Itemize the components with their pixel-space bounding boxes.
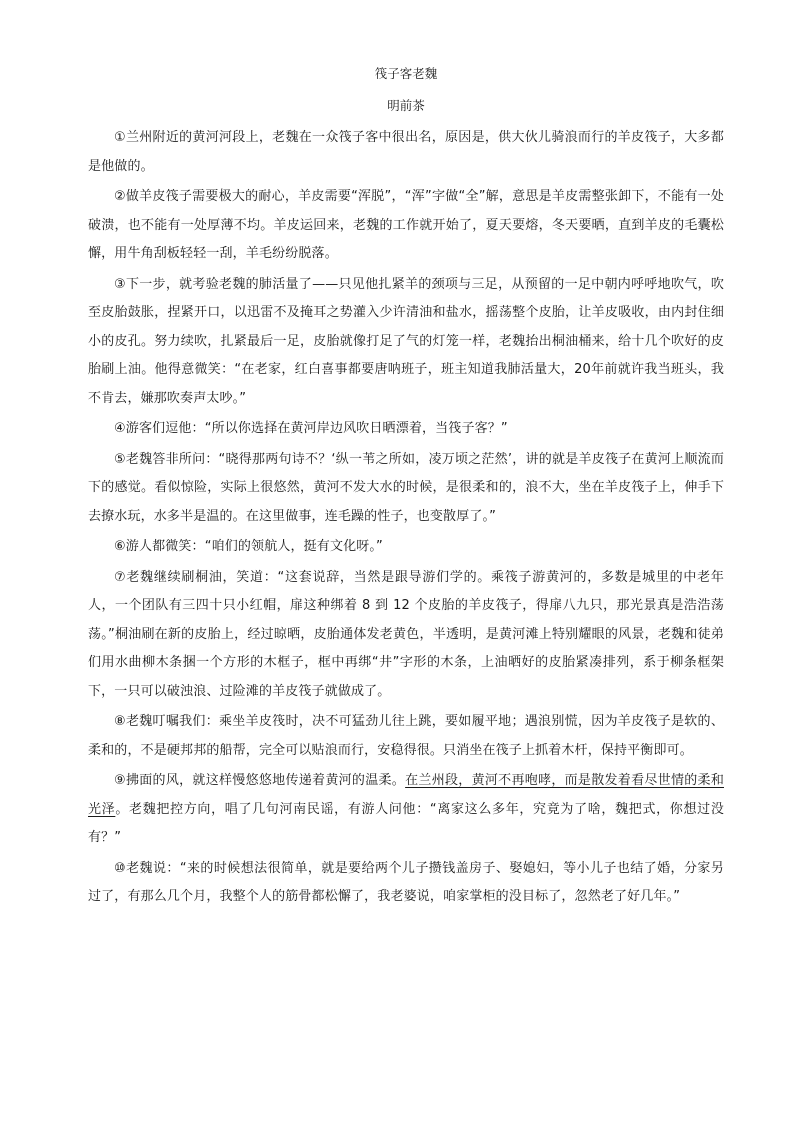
paragraph-6: ⑥游人都微笑：“咱们的领航人，挺有文化呀。” [114, 539, 383, 554]
paragraph-1: ①兰州附近的黄河河段上，老魏在一众筏子客中很出名，原因是，供大伙儿骑浪而行的羊皮筏子，大多都是他做的。 [88, 130, 724, 174]
paragraph-2: ②做羊皮筏子需要极大的耐心，羊皮需要“浑脱”，“浑”字做“全”解，意思是羊皮需整张卸下，不能有一处破溃，也不能有一处厚薄不均。羊皮运回来，老魏的工作就开始了，夏天要熔，冬天要晒，直到羊皮的毛囊松懈，用牛角刮板轻轻一刮，羊毛纷纷脱落。 [88, 189, 724, 261]
paragraph-3: ③下一步，就考验老魏的肺活量了——只见他扎紧羊的颈项与三足，从预留的一足中朝内呼呼地吹气，吹至皮胎鼓胀，捏紧开口，以迅雷不及掩耳之势灌入少许清油和盐水，摇荡整个皮胎，让羊皮吸收，由内封住细小的皮孔。努力续吹，扎紧最后一足，皮胎就像打足了气的灯笼一样，老魏抬出桐油桶来，给十几个吹好的皮胎刷上油。他得意微笑：“在老家，红白喜事都要唐呐班子，班主知道我肺活量大，20年前就许我当班头，我不肯去，嫌那吹奏声太吵。” [88, 276, 724, 406]
paragraph-5: ⑤老魏答非所问：“晓得那两句诗不？‘纵一苇之所如，凌万顷之茫然’，讲的就是羊皮筏子在黄河上顺流而下的感觉。看似惊险，实际上很悠然，黄河不发大水的时候，是很柔和的，浪不大，坐在羊皮筏子上，伸手下去撩水玩，水多半是温的。在这里做事，连毛躁的性子，也变散厚了。” [88, 451, 724, 524]
document-page [88, 64, 724, 914]
paragraph-9-lead: ⑨拂面的风，就这样慢悠悠地传递着黄河的温柔。 [114, 773, 406, 788]
article-author: 明前茶 [387, 98, 425, 113]
paragraph-7: ⑦老魏继续刷桐油，笑道：“这套说辞，当然是跟导游们学的。乘筏子游黄河的，多数是城里的中老年人，一个团队有三四十只小红帽，扉这种绑着 8 到 12 个皮胎的羊皮筏子，得扉八九只，那光景真是浩浩荡荡。”桐油刷在新的皮胎上，经过晾晒，皮胎通体发老黄色，半透明，是黄河滩上特别耀眼的风景，老魏和徒弟们用水曲柳木条捆一个方形的木框子，框中再绑“井”字形的木条，上油晒好的皮胎紧凑排列，系于柳条框架下，一只可以破浊浪、过险滩的羊皮筏子就做成了。 [88, 569, 724, 699]
paragraph-4: ④游客们逗他：“所以你选择在黄河岸边风吹日晒漂着，当筏子客？” [114, 421, 508, 436]
paragraph-9 [88, 767, 724, 853]
article-title: 筏子客老魏 [374, 66, 438, 81]
paragraph-9-tail: 。老魏把控方向，唱了几句河南民谣，有游人问他：“离家这么多年，究竟为了啥，魏把式，你想过没有？” [88, 801, 724, 845]
underlined-sentence: 在兰州段，黄河不再咆哮，而是散发着看尽世情的柔和光泽 [88, 773, 724, 817]
paragraph-10: ⑩老魏说：“来的时候想法很简单，就是要给两个儿子攒钱盖房子、娶媳妇，等小儿子也结了婚，分家另过了，有那么几个月，我整个人的筋骨都松懈了，我老婆说，咱家掌柜的没目标了，忽然老了好几年。” [88, 860, 724, 904]
paragraph-8: ⑧老魏叮嘱我们：乘坐羊皮筏时，决不可猛劲儿往上跳，要如履平地；遇浪别慌，因为羊皮筏子是软的、柔和的，不是硬邦邦的船帮，完全可以贴浪而行，安稳得很。只消坐在筏子上抓着木杆，保持平衡即可。 [88, 714, 724, 758]
